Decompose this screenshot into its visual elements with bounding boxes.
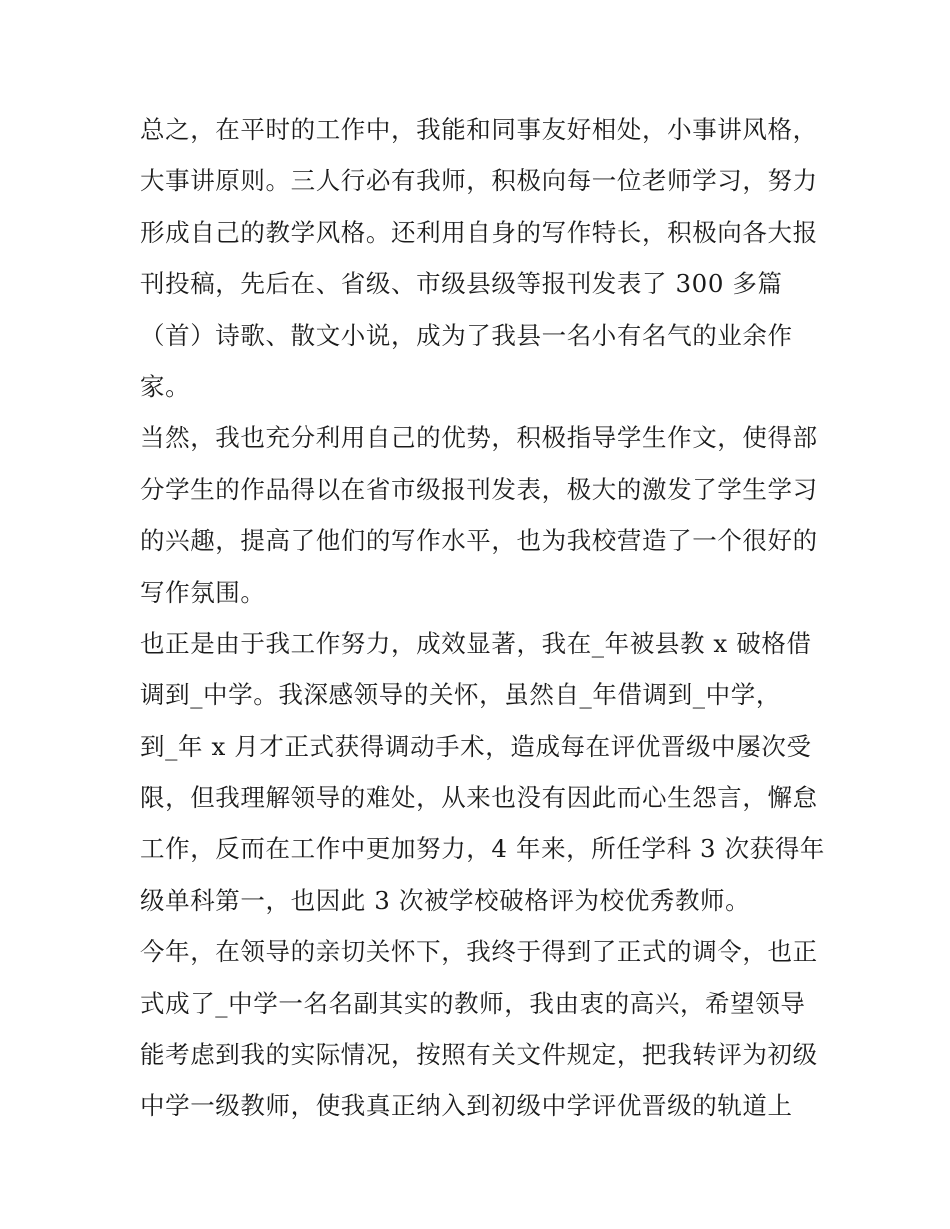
text-line-10: 写作氛围。 <box>140 577 266 607</box>
text-line-16: 级单科第一，也因此 3 次被学校破格评为校优秀教师。 <box>140 885 751 915</box>
text-line-13: 到_年 x 月才正式获得调动手术，造成每在评优晋级中屡次受 <box>140 731 812 761</box>
text-line-19: 能考虑到我的实际情况，按照有关文件规定，把我转评为初级 <box>140 1040 818 1070</box>
text-line-17: 今年，在领导的亲切关怀下，我终于得到了正式的调令，也正 <box>140 937 818 967</box>
text-line-7: 当然，我也充分利用自己的优势，积极指导学生作文，使得部 <box>140 423 818 453</box>
text-line-1: 总之，在平时的工作中，我能和同事友好相处，小事讲风格， <box>140 115 818 144</box>
text-line-8: 分学生的作品得以在省市级报刊发表，极大的激发了学生学习 <box>140 474 818 504</box>
text-line-18: 式成了_中学一名名副其实的教师，我由衷的高兴，希望领导 <box>140 988 806 1018</box>
text-line-2: 大事讲原则。三人行必有我师，积极向每一位老师学习，努力 <box>140 166 818 196</box>
text-line-12: 调到_中学。我深感领导的关怀，虽然自_年借调到_中学， <box>140 680 781 710</box>
text-line-15: 工作，反而在工作中更加努力，4 年来，所任学科 3 次获得年 <box>140 834 826 864</box>
text-line-11: 也正是由于我工作努力，成效显著，我在_年被县教 x 破格借 <box>140 628 812 658</box>
text-line-6: 家。 <box>140 371 191 401</box>
text-line-5: （首）诗歌、散文小说，成为了我县一名小有名气的业余作 <box>140 320 793 350</box>
text-line-20: 中学一级教师，使我真正纳入到初级中学评优晋级的轨道上 <box>140 1091 793 1121</box>
text-line-14: 限，但我理解领导的难处，从来也没有因此而心生怨言，懈怠 <box>140 783 818 813</box>
text-line-3: 形成自己的教学风格。还利用自身的写作特长，积极向各大报 <box>140 217 818 247</box>
body-text <box>140 104 826 1132</box>
text-line-9: 的兴趣，提高了他们的写作水平，也为我校营造了一个很好的 <box>140 526 818 556</box>
text-line-4: 刊投稿，先后在、省级、市级县级等报刊发表了 300 多篇 <box>140 269 783 299</box>
